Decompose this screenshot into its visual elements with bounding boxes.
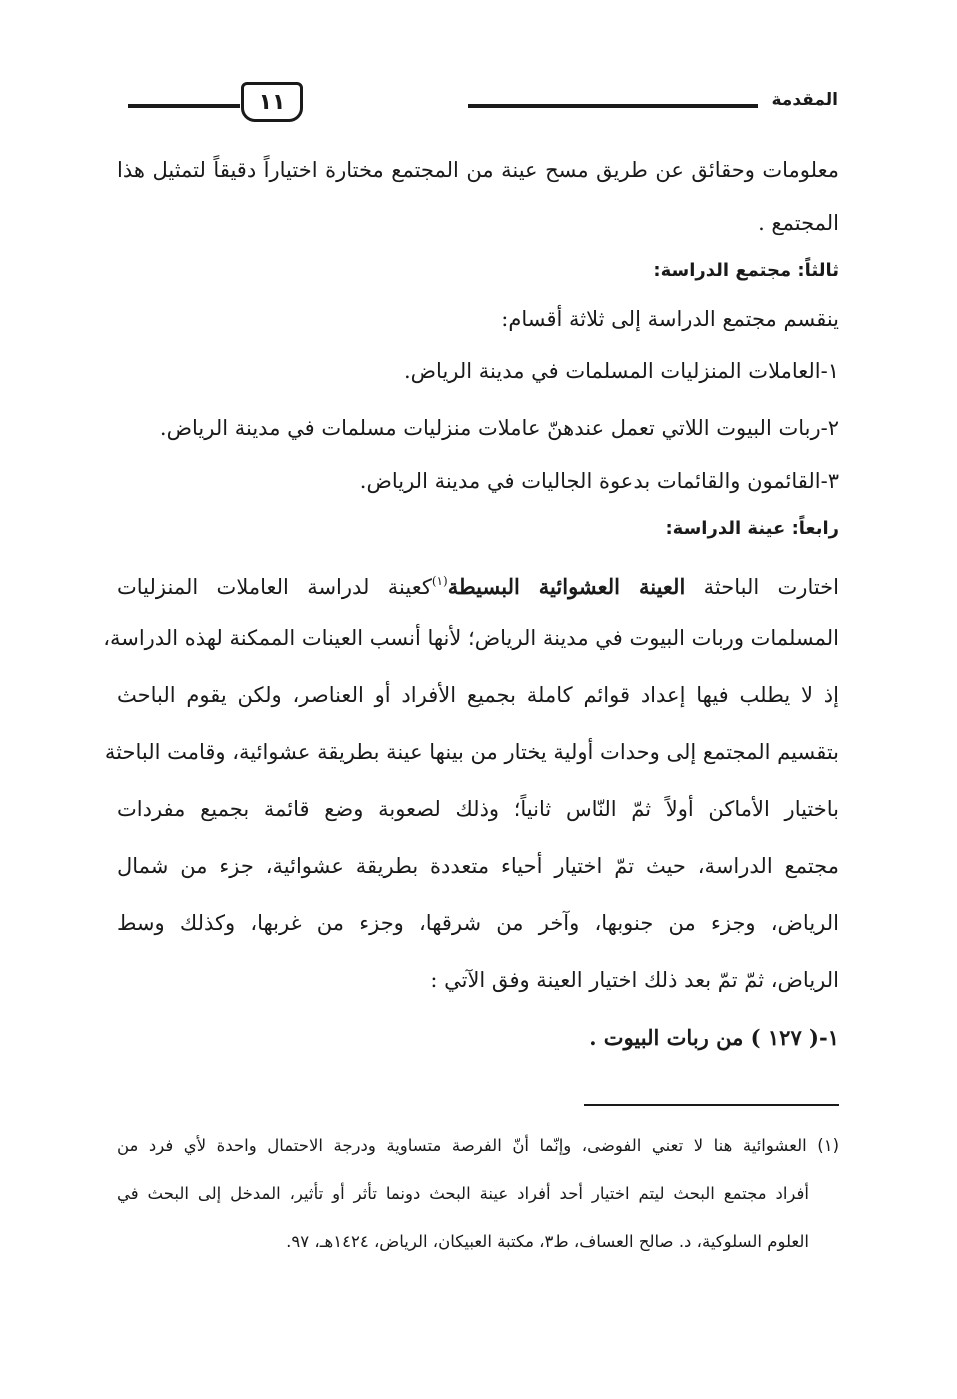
paragraph-line: باختيار الأماكن أولاً ثمّ النّاس ثانياً؛ وذلك لصعوبة وضع قائمة بجميع مفردات [117, 797, 839, 821]
section-heading-sample: رابعاً: عينة الدراسة: [665, 518, 839, 539]
paragraph-line: المجتمع . [758, 211, 839, 235]
footnote-reference[interactable]: (١) [431, 574, 448, 588]
page-number: ١١ [258, 89, 286, 115]
sample-item: ١-( ١٢٧ ) من ربات البيوت . [589, 1025, 839, 1050]
list-item: ٣-القائمون والقائمات بدعوة الجاليات في مدينة الرياض. [359, 469, 839, 493]
page-header [128, 80, 838, 130]
paragraph-line: الرياض، ثمّ تمّ بعد ذلك اختيار العينة وفق الآتي : [430, 968, 839, 992]
footnote-separator [584, 1104, 839, 1106]
paragraph-line: معلومات وحقائق عن طريق مسح عينة من المجتمع مختارة اختياراً دقيقاً لتمثيل هذا [117, 158, 839, 182]
text-run: اختارت الباحثة [685, 575, 839, 599]
header-rule-left [128, 104, 240, 108]
header-rule-right [468, 104, 758, 108]
paragraph-line: المسلمات وربات البيوت في مدينة الرياض؛ لأنها أنسب العينات الممكنة لهذه الدراسة، [103, 626, 839, 650]
list-item: ١-العاملات المنزليات المسلمات في مدينة الرياض. [403, 359, 839, 383]
chapter-title: المقدمة [771, 90, 838, 110]
section-heading-population: ثالثاً: مجتمع الدراسة: [653, 260, 839, 281]
page-number-frame [241, 82, 303, 122]
paragraph-line: إذ لا يطلب فيها إعداد قوائم كاملة بجميع الأفراد أو العناصر، ولكن يقوم الباحث [117, 683, 839, 707]
bold-term: العينة العشوائية البسيطة [447, 574, 686, 599]
list-item: ٢-ربات البيوت اللاتي تعمل عندهنّ عاملات منزليات مسلمات في مدينة الرياض. [159, 416, 839, 440]
paragraph-line: مجتمع الدراسة، حيث تمّ اختيار أحياء متعددة بطريقة عشوائية، جزء من شمال [117, 854, 839, 878]
paragraph-line [117, 553, 839, 610]
footnote-line: (١) العشوائية هنا لا تعني الفوضى، وإنّما أنّ الفرصة متساوية ودرجة الاحتمال واحدة لأي فرد من [117, 1136, 839, 1155]
paragraph-line: الرياض، وجزء من جنوبها، وآخر من شرقها، وجزء من غربها، وكذلك وسط [117, 911, 839, 935]
footnote-line: أفراد مجتمع البحث ليتم اختيار أحد أفراد عينة البحث دونما تأثر أو تأثير، المدخل إلى البحث في [117, 1184, 809, 1203]
section-intro: ينقسم مجتمع الدراسة إلى ثلاثة أقسام: [501, 307, 839, 331]
footnotes [117, 1122, 839, 1266]
text-run: كعينة لدراسة العاملات المنزليات [117, 575, 432, 599]
footnote-line: العلوم السلوكية، د. صالح العساف، ط٣، مكتبة العبيكان، الرياض، ١٤٢٤هـ، ٩٧. [286, 1232, 809, 1251]
body-text [103, 142, 839, 1066]
paragraph-line: بتقسيم المجتمع إلى وحدات أولية يختار من بينها عينة بطريقة عشوائية، وقامت الباحثة [104, 740, 839, 764]
